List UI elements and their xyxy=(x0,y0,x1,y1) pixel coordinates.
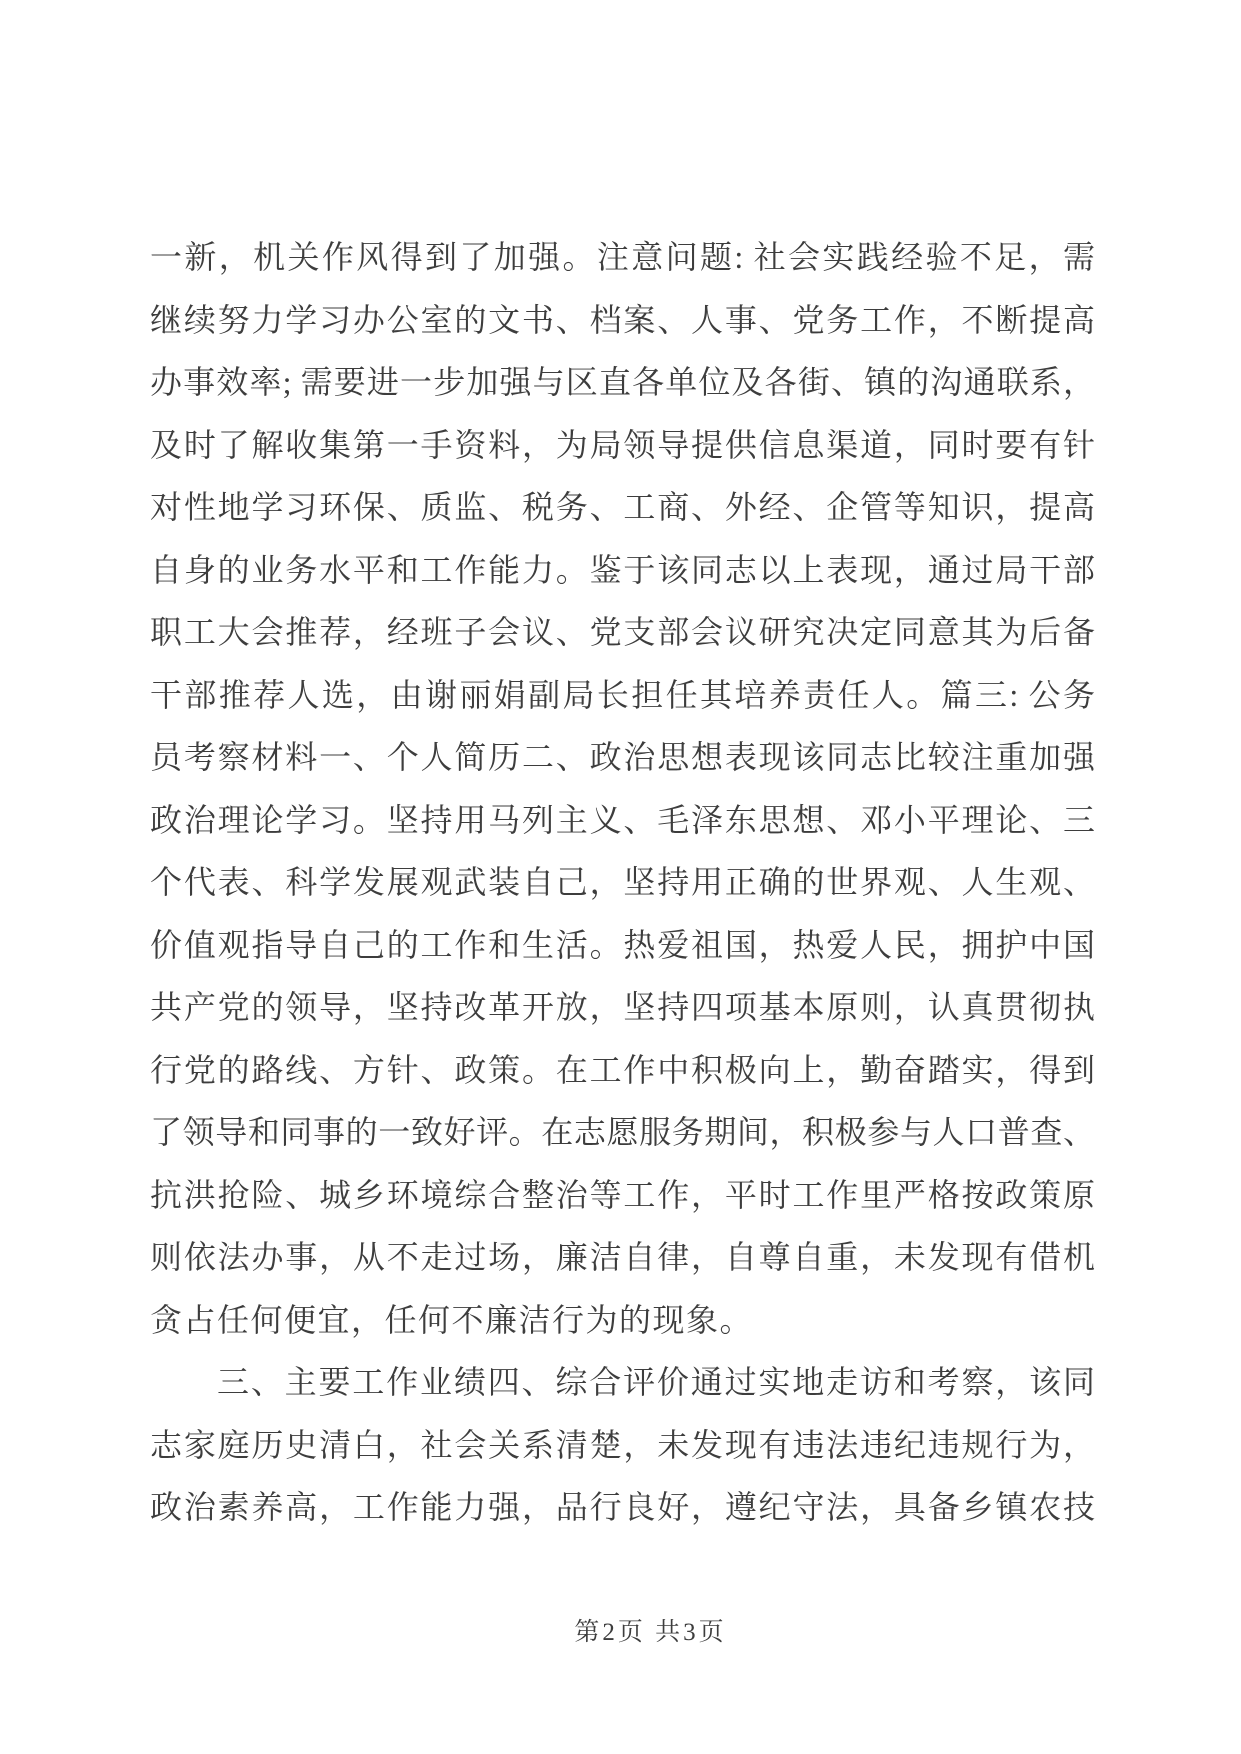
text-line: 抗洪抢险、城乡环境综合整治等工作，平时工作里严格按政策原 xyxy=(150,1176,1095,1213)
text-line: 职工大会推荐，经班子会议、党支部会议研究决定同意其为后备 xyxy=(150,614,1095,650)
text-line: 了领导和同事的一致好评。在志愿服务期间，积极参与人口普查、 xyxy=(150,1114,1095,1150)
page-number: 第2页 共3页 xyxy=(574,1619,727,1646)
text-line: 则依法办事，从不走过场，廉洁自律，自尊自重，未发现有借机 xyxy=(150,1239,1095,1275)
text-line: 价值观指导自己的工作和生活。热爱祖国，热爱人民，拥护中国 xyxy=(150,926,1095,963)
text-line: 行党的路线、方针、政策。在工作中积极向上，勤奋踏实，得到 xyxy=(150,1051,1095,1088)
text-line: 干部推荐人选，由谢丽娟副局长担任其培养责任人。篇三: 公务 xyxy=(150,676,1095,713)
text-line: 个代表、科学发展观武装自己，坚持用正确的世界观、人生观、 xyxy=(150,864,1095,900)
text-line: 一新，机关作风得到了加强。注意问题: 社会实践经验不足，需 xyxy=(150,239,1095,275)
text-line: 贪占任何便宜，任何不廉洁行为的现象。 xyxy=(150,1301,754,1338)
text-line: 志家庭历史清白，社会关系清楚，未发现有违法违纪违规行为， xyxy=(150,1426,1095,1463)
text-line: 政治素养高，工作能力强，品行良好，遵纪守法，具备乡镇农技 xyxy=(150,1489,1095,1525)
text-line: 对性地学习环保、质监、税务、工商、外经、企管等知识，提高 xyxy=(150,489,1095,525)
text-line: 办事效率; 需要进一步加强与区直各单位及各街、镇的沟通联系， xyxy=(150,364,1095,400)
text-line: 共产党的领导，坚持改革开放，坚持四项基本原则，认真贯彻执 xyxy=(150,989,1095,1025)
text-line: 及时了解收集第一手资料，为局领导提供信息渠道，同时要有针 xyxy=(150,426,1095,463)
page-footer xyxy=(0,1612,1241,1648)
text-line: 三、主要工作业绩四、综合评价通过实地走访和考察，该同 xyxy=(217,1364,1095,1400)
text-line: 自身的业务水平和工作能力。鉴于该同志以上表现，通过局干部 xyxy=(150,551,1095,588)
text-line: 员考察材料一、个人简历二、政治思想表现该同志比较注重加强 xyxy=(150,739,1095,775)
text-line: 继续努力学习办公室的文书、档案、人事、党务工作，不断提高 xyxy=(150,301,1095,338)
text-line: 政治理论学习。坚持用马列主义、毛泽东思想、邓小平理论、三 xyxy=(150,801,1095,838)
document-body xyxy=(150,226,1095,1539)
